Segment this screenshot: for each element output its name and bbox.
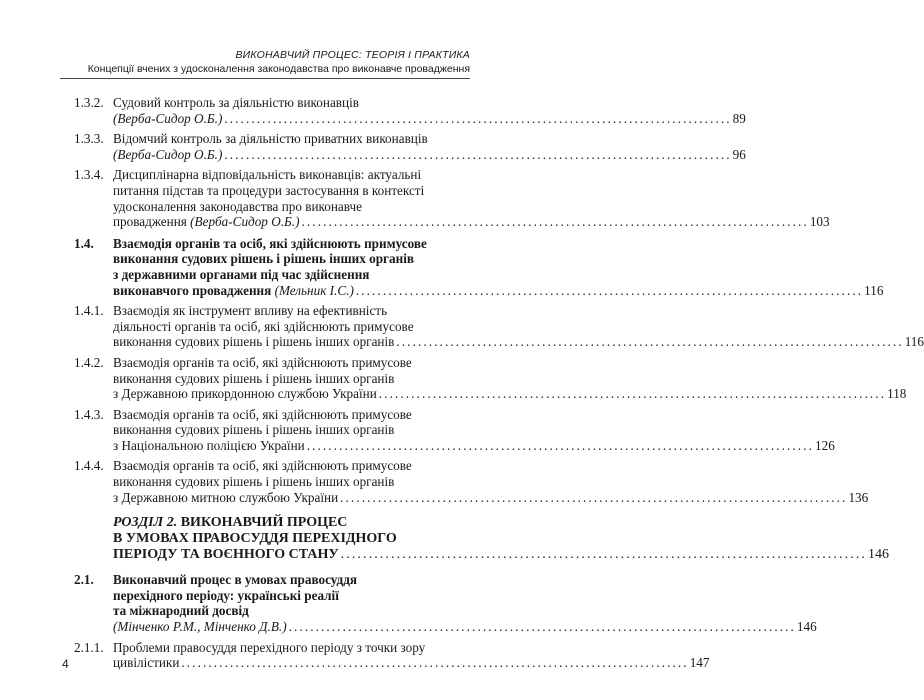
toc-title-line: Взаємодія органів та осіб, які здійснюють примусове bbox=[113, 354, 412, 370]
toc-leader: .............................................................................................. bbox=[340, 547, 868, 563]
toc-entry-1-3-3[interactable] bbox=[74, 131, 746, 162]
toc-title-line: Взаємодія органів та осіб, які здійснюють примусове bbox=[113, 235, 427, 251]
toc-author: (Верба-Сидор О.Б.) bbox=[113, 146, 223, 162]
toc-section-2[interactable] bbox=[74, 515, 890, 563]
toc-title-line: Взаємодія органів та осіб, які здійснюють примусове bbox=[113, 458, 412, 474]
toc-leader: .............................................................................................. bbox=[355, 282, 864, 298]
toc-title-line: цивілістики bbox=[113, 655, 180, 671]
toc-leader: .............................................................................................. bbox=[224, 146, 732, 162]
toc-title-line: та міжнародний досвід bbox=[113, 603, 249, 619]
toc-title-line: виконавчого провадження bbox=[113, 282, 272, 298]
toc-title-line: з Національною поліцією України bbox=[113, 437, 305, 453]
toc-number: 2.1.1. bbox=[74, 639, 104, 655]
toc-page-number: 89 bbox=[732, 110, 746, 126]
toc-number: 1.4.3. bbox=[74, 406, 104, 422]
toc-leader: .............................................................................................. bbox=[181, 655, 689, 671]
toc-page-number: 118 bbox=[887, 386, 907, 402]
toc-entry-2-1-1[interactable] bbox=[74, 639, 710, 671]
toc-title-line: удосконалення законодавства про виконавче bbox=[113, 198, 362, 214]
header-subtitle: Концепції вчених з удосконалення законодавства про виконавче провадження bbox=[87, 63, 470, 75]
toc-number: 1.4. bbox=[74, 235, 94, 251]
toc-title-line: перехідного періоду: українські реалії bbox=[113, 587, 339, 603]
toc-title-line: Судовий контроль за діяльністю виконавців bbox=[113, 95, 359, 110]
header-series-title: ВИКОНАВЧИЙ ПРОЦЕС: ТЕОРІЯ І ПРАКТИКА bbox=[235, 49, 470, 61]
toc-title-line: Відомчий контроль за діяльністю приватних виконавців bbox=[113, 131, 428, 147]
toc-page-number: 136 bbox=[848, 489, 869, 505]
toc-number: 1.3.4. bbox=[74, 167, 104, 183]
toc-title-line: виконання судових рішень і рішень інших органів bbox=[113, 474, 395, 490]
toc-author: (Мельник І.С.) bbox=[274, 282, 354, 298]
toc-page-number: 146 bbox=[868, 547, 890, 563]
section-title-line: В УМОВАХ ПРАВОСУДДЯ ПЕРЕХІДНОГО bbox=[113, 531, 397, 547]
toc-title-line: виконання судових рішень і рішень інших органів bbox=[113, 251, 414, 267]
page-number: 4 bbox=[62, 657, 69, 671]
toc-leader: .............................................................................................. bbox=[301, 214, 809, 230]
toc-page-number: 146 bbox=[796, 619, 817, 635]
toc-number: 2.1. bbox=[74, 572, 94, 588]
running-header bbox=[60, 48, 470, 79]
toc-entry-2-1[interactable] bbox=[74, 572, 817, 635]
toc-entry-1-4[interactable] bbox=[74, 235, 884, 298]
toc-title-line: з Державною прикордонною службою України bbox=[113, 386, 377, 402]
toc-number: 1.4.4. bbox=[74, 458, 104, 474]
toc-leader: .............................................................................................. bbox=[396, 334, 904, 350]
toc-leader: .............................................................................................. bbox=[340, 489, 848, 505]
toc-entry-1-4-2[interactable] bbox=[74, 354, 907, 402]
toc-title-line: Виконавчий процес в умовах правосуддя bbox=[113, 572, 358, 588]
table-of-contents bbox=[74, 95, 924, 676]
section-label: РОЗДІЛ 2. bbox=[113, 515, 178, 531]
toc-author: (Мінченко Р.М., Мінченко Д.В.) bbox=[113, 619, 287, 635]
toc-entry-1-4-3[interactable] bbox=[74, 406, 835, 454]
toc-number: 1.4.2. bbox=[74, 354, 104, 370]
section-title-line: ВИКОНАВЧИЙ ПРОЦЕС bbox=[180, 515, 348, 531]
toc-entry-1-4-1[interactable] bbox=[74, 303, 924, 350]
toc-page-number: 126 bbox=[815, 437, 835, 453]
toc-author: (Верба-Сидор О.Б.) bbox=[190, 214, 300, 230]
toc-author: (Верба-Сидор О.Б.) bbox=[113, 110, 223, 126]
toc-page-number: 147 bbox=[689, 655, 710, 671]
toc-leader: .............................................................................................. bbox=[224, 110, 732, 126]
toc-title-line: Взаємодія органів та осіб, які здійснюють примусове bbox=[113, 406, 412, 422]
toc-title-line: діяльності органів та осіб, які здійснюють примусове bbox=[113, 318, 414, 334]
toc-entry-1-3-4[interactable] bbox=[74, 167, 830, 230]
toc-number: 1.3.2. bbox=[74, 95, 104, 110]
section-title-line: ПЕРІОДУ ТА ВОЄННОГО СТАНУ bbox=[113, 547, 339, 563]
toc-leader: .............................................................................................. bbox=[288, 619, 796, 635]
toc-page-number: 96 bbox=[732, 146, 746, 162]
toc-title-line: провадження bbox=[113, 214, 187, 230]
toc-title-line: питання підстав та процедури застосування в контексті bbox=[113, 182, 425, 198]
toc-title-line: виконання судових рішень і рішень інших органів bbox=[113, 422, 395, 438]
toc-title-line: виконання судових рішень і рішень інших органів bbox=[113, 370, 395, 386]
toc-title-line: Дисциплінарна відповідальність виконавців: актуальні bbox=[113, 167, 422, 183]
toc-page-number: 103 bbox=[809, 214, 830, 230]
toc-leader: .............................................................................................. bbox=[306, 437, 814, 453]
toc-entry-1-4-4[interactable] bbox=[74, 458, 869, 505]
toc-title-line: Взаємодія як інструмент впливу на ефективність bbox=[113, 303, 388, 319]
toc-leader: .............................................................................................. bbox=[378, 386, 887, 402]
toc-number: 1.3.3. bbox=[74, 131, 104, 147]
toc-page-number: 116 bbox=[864, 282, 884, 298]
toc-title-line: з державними органами під час здійснення bbox=[113, 266, 370, 282]
toc-title-line: виконання судових рішень і рішень інших органів bbox=[113, 334, 395, 350]
toc-page-number: 116 bbox=[904, 334, 924, 350]
toc-title-line: з Державною митною службою України bbox=[113, 489, 339, 505]
toc-number: 1.4.1. bbox=[74, 303, 104, 319]
toc-title-line: Проблеми правосуддя перехідного періоду з точки зору bbox=[113, 639, 426, 655]
toc-entry-1-3-2[interactable] bbox=[74, 95, 746, 126]
